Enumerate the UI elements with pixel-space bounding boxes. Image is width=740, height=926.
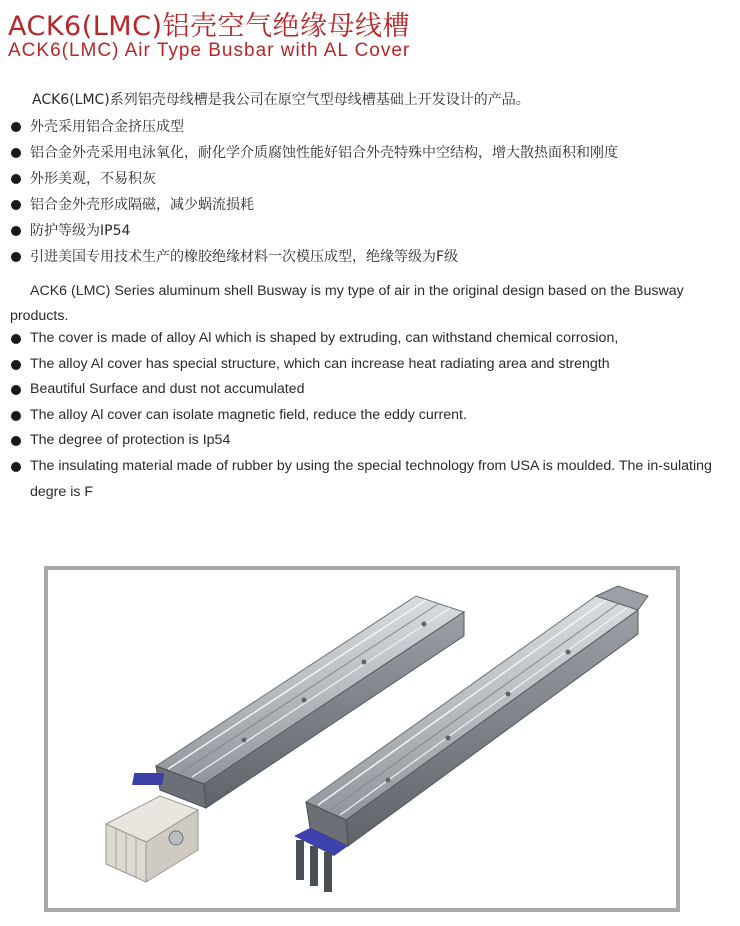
- feature-text: 防护等级为IP54: [30, 223, 131, 239]
- feature-text: Beautiful Surface and dust not accumulated: [30, 381, 305, 398]
- bullet-icon: [11, 226, 21, 236]
- intro-paragraph-en: ACK6 (LMC) Series aluminum shell Busway is my type of air in the original design based on the Busway products.: [10, 283, 684, 324]
- feature-text: The alloy Al cover can isolate magnetic field, reduce the eddy current.: [30, 406, 467, 423]
- list-item: [10, 352, 734, 378]
- feature-text: 铝合金外壳采用电泳氧化，耐化学介质腐蚀性能好铝合外壳特殊中空结构，增大散热面积和刚度: [30, 145, 618, 161]
- feature-list-en: [10, 326, 734, 505]
- feature-text: 外壳采用铝合金挤压成型: [30, 119, 184, 135]
- page-title-en: ACK6(LMC) Air Type Busbar with AL Cover: [8, 40, 411, 61]
- feature-text: The degree of protection is Ip54: [30, 432, 231, 449]
- feature-text: 外形美观，不易积灰: [30, 171, 156, 187]
- bullet-icon: [11, 122, 21, 132]
- intro-paragraph-cn: ACK6(LMC)系列铝壳母线槽是我公司在原空气型母线槽基础上开发设计的产品。: [32, 92, 530, 108]
- product-photo-frame: [44, 566, 680, 912]
- feature-text: The insulating material made of rubber by using the special technology from USA is moulded. The in-sulating degre is F: [30, 457, 712, 500]
- feature-text: The cover is made of alloy Al which is shaped by extruding, can withstand chemical corrosion,: [30, 330, 619, 346]
- list-item: [10, 114, 734, 140]
- list-item: [10, 377, 734, 403]
- bullet-icon: [11, 411, 21, 421]
- bullet-icon: [11, 385, 21, 395]
- bullet-icon: [11, 462, 21, 472]
- bullet-icon: [11, 174, 21, 184]
- list-item: [10, 192, 734, 218]
- bullet-icon: [11, 360, 21, 370]
- list-item: [10, 166, 734, 192]
- list-item: [10, 428, 734, 454]
- feature-list-cn: [10, 114, 734, 270]
- list-item: [10, 403, 734, 429]
- feature-text: 引进美国专用技术生产的橡胶绝缘材料一次模压成型，绝缘等级为F级: [30, 249, 459, 265]
- list-item: [10, 454, 734, 505]
- busbar-right: [294, 586, 648, 892]
- list-item: [10, 326, 734, 352]
- bullet-icon: [11, 200, 21, 210]
- list-item: [10, 218, 734, 244]
- bullet-icon: [11, 334, 21, 344]
- list-item: [10, 140, 734, 166]
- bullet-icon: [11, 148, 21, 158]
- bullet-icon: [11, 252, 21, 262]
- page-title-cn: ACK6(LMC)铝壳空气绝缘母线槽: [8, 11, 410, 42]
- feature-text: 铝合金外壳形成隔磁，减少蜗流损耗: [30, 197, 254, 213]
- list-item: [10, 244, 734, 270]
- busbar-product-image: [48, 570, 676, 908]
- feature-text: The alloy Al cover has special structure, which can increase heat radiating area and strength: [30, 355, 610, 372]
- bullet-icon: [11, 436, 21, 446]
